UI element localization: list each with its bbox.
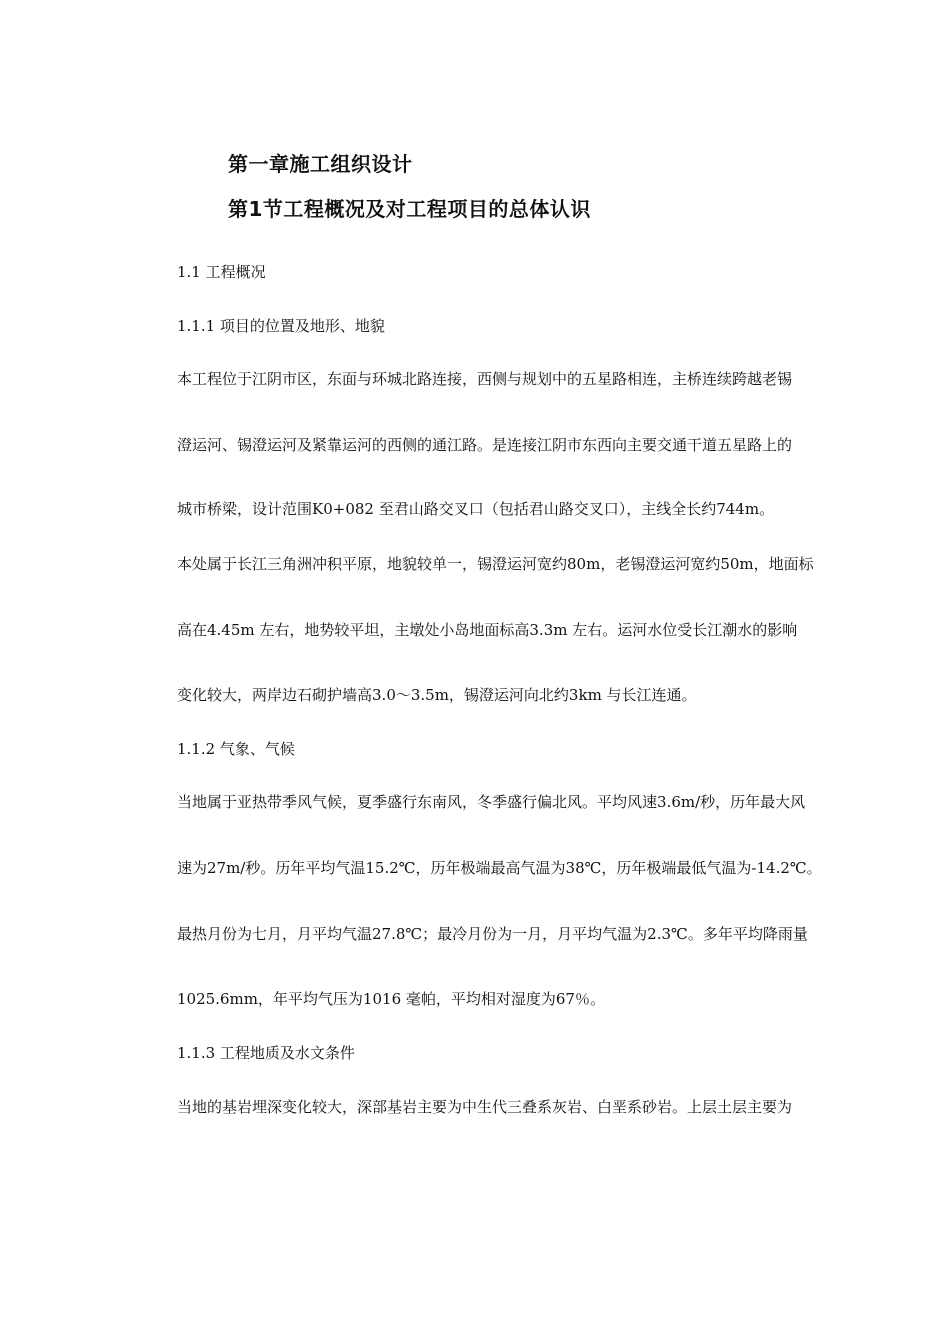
paragraph-climate-line: 当地属于亚热带季风气候，夏季盛行东南风，冬季盛行偏北风。平均风速3.6m/秒，历年最大风 <box>177 793 806 811</box>
subheading-1-1-2: 1.1.2 气象、气候 <box>177 740 295 758</box>
paragraph-terrain-line: 本处属于长江三角洲冲积平原，地貌较单一，锡澄运河宽约80m，老锡澄运河宽约50m，地面标 <box>177 555 814 573</box>
paragraph-location-line: 澄运河、锡澄运河及紧靠运河的西侧的通江路。是连接江阴市东西向主要交通干道五星路上的 <box>177 436 793 454</box>
paragraph-climate-line: 最热月份为七月，月平均气温27.8℃；最冷月份为一月，月平均气温为2.3℃。多年平均降雨量 <box>177 925 808 943</box>
subheading-1-1-1: 1.1.1 项目的位置及地形、地貌 <box>177 317 385 335</box>
paragraph-climate-line: 速为27m/秒。历年平均气温15.2℃，历年极端最高气温为38℃，历年极端最低气温为-14.2℃。 <box>177 859 822 877</box>
paragraph-climate-line: 1025.6mm，年平均气压为1016 毫帕，平均相对湿度为67％。 <box>177 990 605 1008</box>
paragraph-terrain-line: 变化较大，两岸边石砌护墙高3.0～3.5m，锡澄运河向北约3km 与长江连通。 <box>177 686 697 704</box>
paragraph-location-line: 本工程位于江阴市区，东面与环城北路连接，西侧与规划中的五星路相连，主桥连续跨越老锡 <box>177 370 793 388</box>
subheading-1-1: 1.1 工程概况 <box>177 263 266 281</box>
paragraph-location-line: 城市桥梁，设计范围K0+082 至君山路交叉口（包括君山路交叉口），主线全长约744m。 <box>177 500 775 518</box>
paragraph-terrain-line: 高在4.45m 左右，地势较平坦，主墩处小岛地面标高3.3m 左右。运河水位受长江潮水的影响 <box>177 621 798 639</box>
paragraph-geology-line: 当地的基岩埋深变化较大，深部基岩主要为中生代三叠系灰岩、白垩系砂岩。上层土层主要为 <box>177 1098 793 1116</box>
chapter-title: 第一章施工组织设计 <box>228 152 413 176</box>
section-title: 第1节工程概况及对工程项目的总体认识 <box>228 197 591 221</box>
subheading-1-1-3: 1.1.3 工程地质及水文条件 <box>177 1044 355 1062</box>
